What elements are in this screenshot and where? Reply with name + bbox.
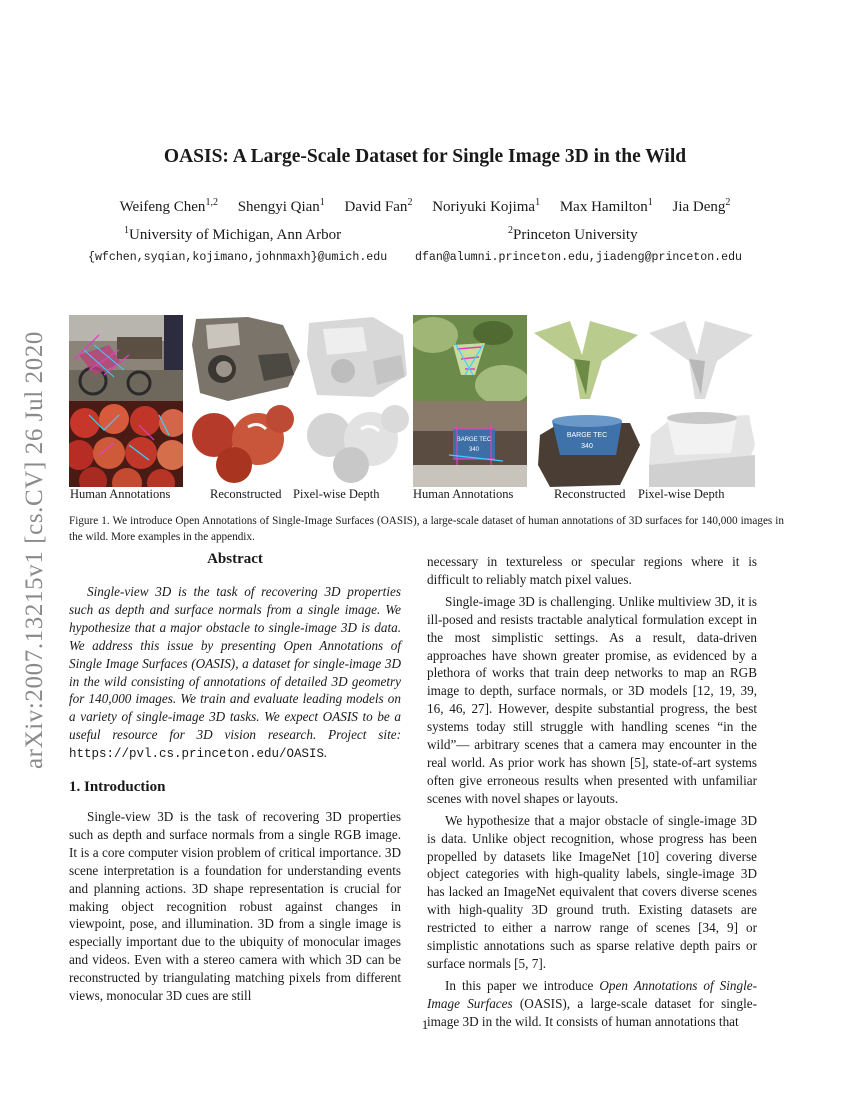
figure-panel-reconstructed-2 [530, 315, 642, 487]
depth-map-plant-barge [645, 315, 757, 487]
paper-title: OASIS: A Large-Scale Dataset for Single Image 3D in the Wild [163, 146, 687, 167]
tricycle-apples-photo [69, 315, 183, 487]
project-site-link[interactable]: https://pvl.cs.princeton.edu/OASIS [69, 747, 325, 762]
barge-sign-text: BARGE TEC [456, 437, 492, 443]
barge-sign-text: BARGE TEC [566, 432, 608, 439]
figure-panel-reconstructed-1 [188, 315, 300, 487]
abstract-text: Single-view 3D is the task of recovering 3D properties such as depth and surface normals from a single image. We hypothesize that a major obstacle to single-image 3D is data. We address this issue by presenting Open Annotations of Single Image Surfaces (OASIS), a dataset for single-image 3D in the wild consisting of annotations of detailed 3D geometry for 140,000 images. We train and evaluate leading models on a variety of single-image 3D tasks. We expect OASIS to be a useful resource for 3D vision research. Project site: [69, 584, 401, 743]
author: Jia Deng$^2$ [672, 197, 731, 215]
arxiv-identifier: arXiv:2007.13215v1 [cs.CV] 26 Jul 2020 [21, 330, 48, 770]
author: David Fan$^2$ [344, 197, 413, 215]
figure-label-reconstructed-1: Reconstructed [210, 487, 282, 501]
author: Noriyuki Kojima$^1$ [432, 197, 541, 215]
intro-paragraph: In this paper we introduce Open Annotations of Single-Image Surfaces (OASIS), a large-scale dataset for single-image 3D in the wild. It consists of human annotations that [427, 977, 757, 1029]
introduction-column-2 [427, 553, 757, 1035]
figure-panel-human-annotations-2 [413, 315, 527, 487]
intro-paragraph: We hypothesize that a major obstacle of single-image 3D is data. Unlike object recognition, whose progress has been propelled by datasets like ImageNet [10] covering diverse object categories with high-quality labels, single-image 3D has lacked an ImageNet equivalent that covers diverse scenes with high-quality 3D ground truth. Existing datasets are restricted to either a narrow range of scenes [34, 9] or simplistic annotations such as sparse relative depth pairs or surface normals [5, 7]. [427, 812, 757, 971]
figure-caption: Figure 1. We introduce Open Annotations of Single-Image Surfaces (OASIS), a large-scale dataset of human annotations of 3D surfaces for 140,000 images in the wild. More examples in the appendix. [69, 515, 784, 543]
reconstructed-plant-barge [530, 315, 642, 487]
author-list [0, 199, 850, 216]
figure-panel-depth-1 [303, 315, 409, 487]
plant-barge-photo [413, 315, 527, 487]
affiliation-michigan: $^1$University of Michigan, Ann Arbor [124, 225, 342, 243]
intro-continuation: necessary in textureless or specular regions where it is difficult to reliably match pixel values. [427, 554, 757, 587]
intro-paragraph: Single-view 3D is the task of recovering 3D properties such as depth and surface normals from a single RGB image. It is a core computer vision problem of critical importance. 3D scene interpretation is a foundation for understanding events and planning actions. 3D shape representation is crucial for making object recognition robust against changes in viewpoint, pose, and illumination. 3D from a single image is especially important due to the ubiquity of monocular images and videos. Even with a stereo camera with which 3D can be reconstructed by triangulating matching pixels from different views, monocular 3D cues are still [69, 809, 401, 1004]
figure-panel-depth-2 [645, 315, 757, 487]
figure-label-human-annotations-2: Human Annotations [413, 487, 514, 501]
author: Weifeng Chen$^{1,2}$ [119, 197, 218, 215]
affiliation-princeton: $^2$Princeton University [508, 225, 638, 243]
barge-sign-number: 340 [581, 443, 593, 450]
introduction-column-1 [69, 808, 401, 1005]
page-number: 1 [421, 1017, 429, 1032]
abstract-heading: Abstract [207, 551, 263, 567]
intro-paragraph: Single-image 3D is challenging. Unlike multiview 3D, it is ill-posed and resists tractable analytical formulation except in the most simplistic settings. As a result, data-driven approaches have shown greater promise, as evidenced by a plethora of works that train deep networks to map an RGB image to depth, surface normals, or 3D models [12, 19, 39, 16, 46, 27]. However, despite substantial progress, the best systems today still struggle with handling scenes “in the wild”— arbitrary scenes that a camera may encounter in the real world. As prior work has shown [5], state-of-art systems often give erroneous results when presented with unfamiliar scenes with novel shapes or layouts. [427, 593, 757, 806]
introduction-heading: 1. Introduction [69, 779, 166, 795]
abstract-body: Single-view 3D is the task of recovering 3D properties such as depth and surface normals from a single image. We hypothesize that a major obstacle to single-image 3D is data. We address this issue by presenting Open Annotations of Single Image Surfaces (OASIS), a dataset for single-image 3D in the wild consisting of annotations of detailed 3D geometry for 140,000 images. We train and evaluate leading models on a variety of single-image 3D tasks. We expect OASIS to be a useful resource for 3D vision research. Project site: https://pvl.cs.princeton.edu/OASIS. [69, 584, 401, 762]
depth-map-tricycle-apples [303, 315, 409, 487]
figure-label-human-annotations-1: Human Annotations [70, 487, 171, 501]
figure-label-depth-2: Pixel-wise Depth [638, 487, 725, 501]
email-umich: {wfchen,syqian,kojimano,johnmaxh}@umich.edu [88, 251, 388, 264]
figure-label-reconstructed-2: Reconstructed [554, 487, 626, 501]
figure-label-depth-1: Pixel-wise Depth [293, 487, 380, 501]
figure-panel-human-annotations-1 [69, 315, 183, 487]
email-princeton: dfan@alumni.princeton.edu,jiadeng@princeton.edu [415, 251, 742, 264]
author: Max Hamilton$^1$ [559, 197, 653, 215]
reconstructed-tricycle-apples [188, 315, 300, 487]
author: Shengyi Qian$^1$ [237, 197, 325, 215]
barge-sign-number: 340 [468, 447, 480, 453]
